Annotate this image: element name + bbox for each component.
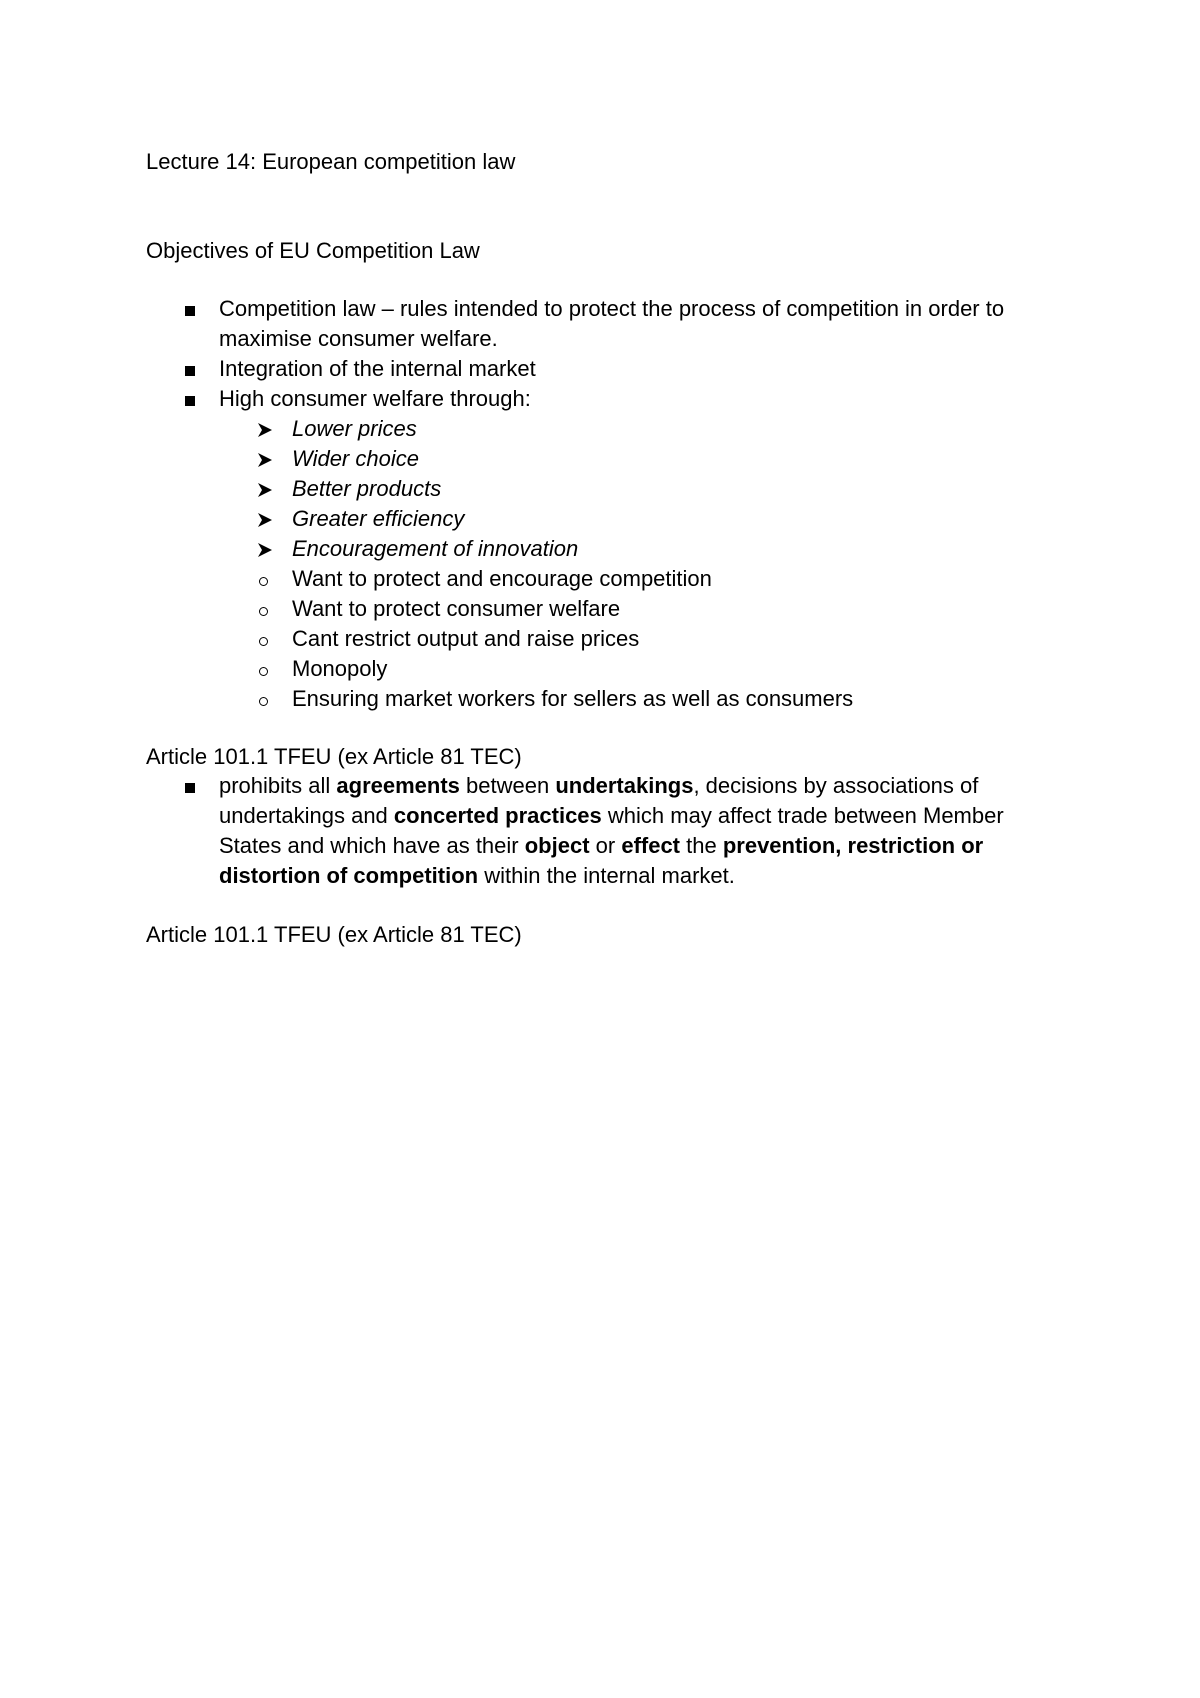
section-heading-article-repeat: Article 101.1 TFEU (ex Article 81 TEC) [146, 922, 522, 947]
article-paragraph-line: undertakings and concerted practices which may affect trade between Member [219, 803, 1004, 828]
bullet-text: Integration of the internal market [219, 356, 536, 381]
square-bullet-icon [185, 396, 195, 406]
circle-item: Monopoly [292, 656, 388, 681]
article-paragraph-line: States and which have as their object or effect the prevention, restriction or [219, 833, 984, 858]
arrow-item: Lower prices [292, 416, 417, 441]
bullet-text: Competition law – rules intended to protect the process of competition in order to [219, 296, 1005, 321]
arrow-bullet-icon [257, 512, 273, 528]
arrow-item: Wider choice [292, 446, 419, 471]
section-heading-objectives: Objectives of EU Competition Law [146, 238, 480, 263]
document-title: Lecture 14: European competition law [146, 149, 516, 174]
arrow-item: Encouragement of innovation [292, 536, 579, 561]
circle-item: Want to protect and encourage competition [292, 566, 712, 591]
arrow-bullet-icon [257, 422, 273, 438]
article-paragraph-line: distortion of competition within the internal market. [219, 863, 735, 888]
arrow-bullet-icon [257, 452, 273, 468]
circle-bullet-icon [259, 637, 268, 646]
arrow-bullet-icon [257, 542, 273, 558]
circle-bullet-icon [259, 577, 268, 586]
arrow-item: Greater efficiency [292, 506, 465, 531]
bullet-text: High consumer welfare through: [219, 386, 531, 411]
section-heading-article: Article 101.1 TFEU (ex Article 81 TEC) [146, 744, 522, 769]
bullet-text-continued: maximise consumer welfare. [219, 326, 498, 351]
circle-bullet-icon [259, 607, 268, 616]
circle-item: Cant restrict output and raise prices [292, 626, 640, 651]
square-bullet-icon [185, 783, 195, 793]
arrow-item: Better products [292, 476, 442, 501]
circle-bullet-icon [259, 667, 268, 676]
square-bullet-icon [185, 306, 195, 316]
circle-bullet-icon [259, 697, 268, 706]
article-paragraph-line: prohibits all agreements between undertakings, decisions by associations of [219, 773, 979, 798]
circle-item: Ensuring market workers for sellers as well as consumers [292, 686, 854, 711]
circle-item: Want to protect consumer welfare [292, 596, 621, 621]
square-bullet-icon [185, 366, 195, 376]
arrow-bullet-icon [257, 482, 273, 498]
